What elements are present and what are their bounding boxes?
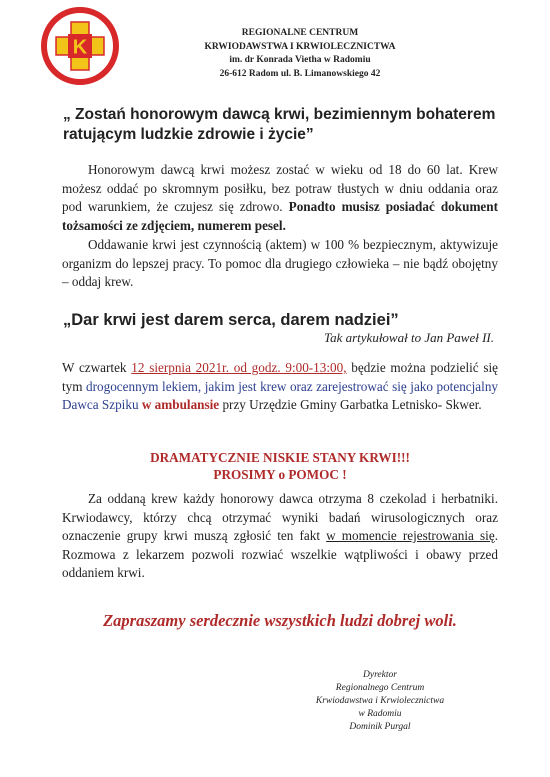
alert-line-1: DRAMATYCZNIE NISKIE STANY KRWI!!! <box>150 450 410 465</box>
signature-line-1: Dyrektor <box>363 670 397 680</box>
signature-line-2: Regionalnego Centrum <box>335 683 425 693</box>
event-blue-text: drogocennym lekiem, jakim jest krew oraz zarejestrować się jako potencjalny Dawca Szpiku <box>62 378 499 412</box>
safety-text: Oddawanie krwi jest czynnością (aktem) w 100 % bezpiecznym, aktywizuje organizm do lepszej pracy. To pomoc dla drugiego człowieka – nie bądź obojętny – oddaj krew. <box>62 237 498 289</box>
alert-line-2: PROSIMY o POMOC ! <box>213 467 347 482</box>
safety-paragraph <box>62 236 498 292</box>
cross-logo-icon <box>40 6 120 86</box>
blood-shortage-alert <box>62 449 498 483</box>
signature-line-4: w Radomiu <box>358 709 402 719</box>
director-signature <box>300 669 460 734</box>
header-address: 26-612 Radom ul. B. Limanowskiego 42 <box>219 68 381 79</box>
quote-title: „Dar krwi jest darem serca, darem nadziei” <box>63 311 399 329</box>
reward-text-2: . Rozmowa z lekarzem pozwoli rozwiać wszelkie wątpliwości i obawy przed oddaniem krwi. <box>62 528 498 580</box>
reward-text: Za oddaną krew każdy honorowy dawca otrzyma 8 czekolad i herbatniki. Krwiodawcy, którzy chcą otrzymać wyniki badań wirusologicznych oraz oznaczenie grupy krwi muszą zgłosić ten fakt <box>62 491 498 543</box>
event-paragraph <box>62 359 498 415</box>
institution-header <box>150 27 450 81</box>
quote-author: Tak artykułował to Jan Paweł II. <box>324 330 494 345</box>
event-prefix: W czwartek <box>62 360 127 375</box>
reward-underlined: w momencie rejestrowania się <box>326 528 495 543</box>
blood-donation-cross-logo <box>40 6 120 86</box>
reward-paragraph <box>62 490 498 583</box>
event-text: będzie można podzielić się tym <box>62 360 499 394</box>
invitation-text: Zapraszamy serdecznie wszystkich ludzi dobrej woli. <box>103 611 457 630</box>
header-line-3: im. dr Konrada Vietha w Radomiu <box>229 55 371 65</box>
event-location: przy Urzędzie Gminy Garbatka Letnisko- Skwer. <box>222 397 482 412</box>
eligibility-paragraph <box>62 161 498 235</box>
header-line-1: REGIONALNE CENTRUM <box>241 28 359 38</box>
id-requirement-text: Ponadto musisz posiadać dokument tożsamości ze zdjęciem, numerem pesel. <box>62 199 499 233</box>
signature-name: Dominik Purgal <box>349 722 411 732</box>
event-location-bold: w ambulansie <box>141 397 220 412</box>
eligibility-text: Honorowym dawcą krwi możesz zostać w wieku od 18 do 60 lat. Krew możesz oddać po skromnym posiłku, bez potraw tłustych w dniu oddania oraz pod warunkiem, że czujesz się zdrowo. <box>62 162 498 214</box>
logo-letter: K <box>72 36 88 59</box>
signature-line-3: Krwiodawstwa i Krwiolecznictwa <box>315 696 445 706</box>
event-date: 12 sierpnia 2021r. od godz. 9:00-13:00, <box>131 360 347 375</box>
header-line-2: KRWIODAWSTWA I KRWIOLECZNICTWA <box>204 41 396 52</box>
slogan-heading: „ Zostań honorowym dawcą krwi, bezimiennym bohaterem ratującym ludzkie zdrowie i życie” <box>63 106 496 143</box>
